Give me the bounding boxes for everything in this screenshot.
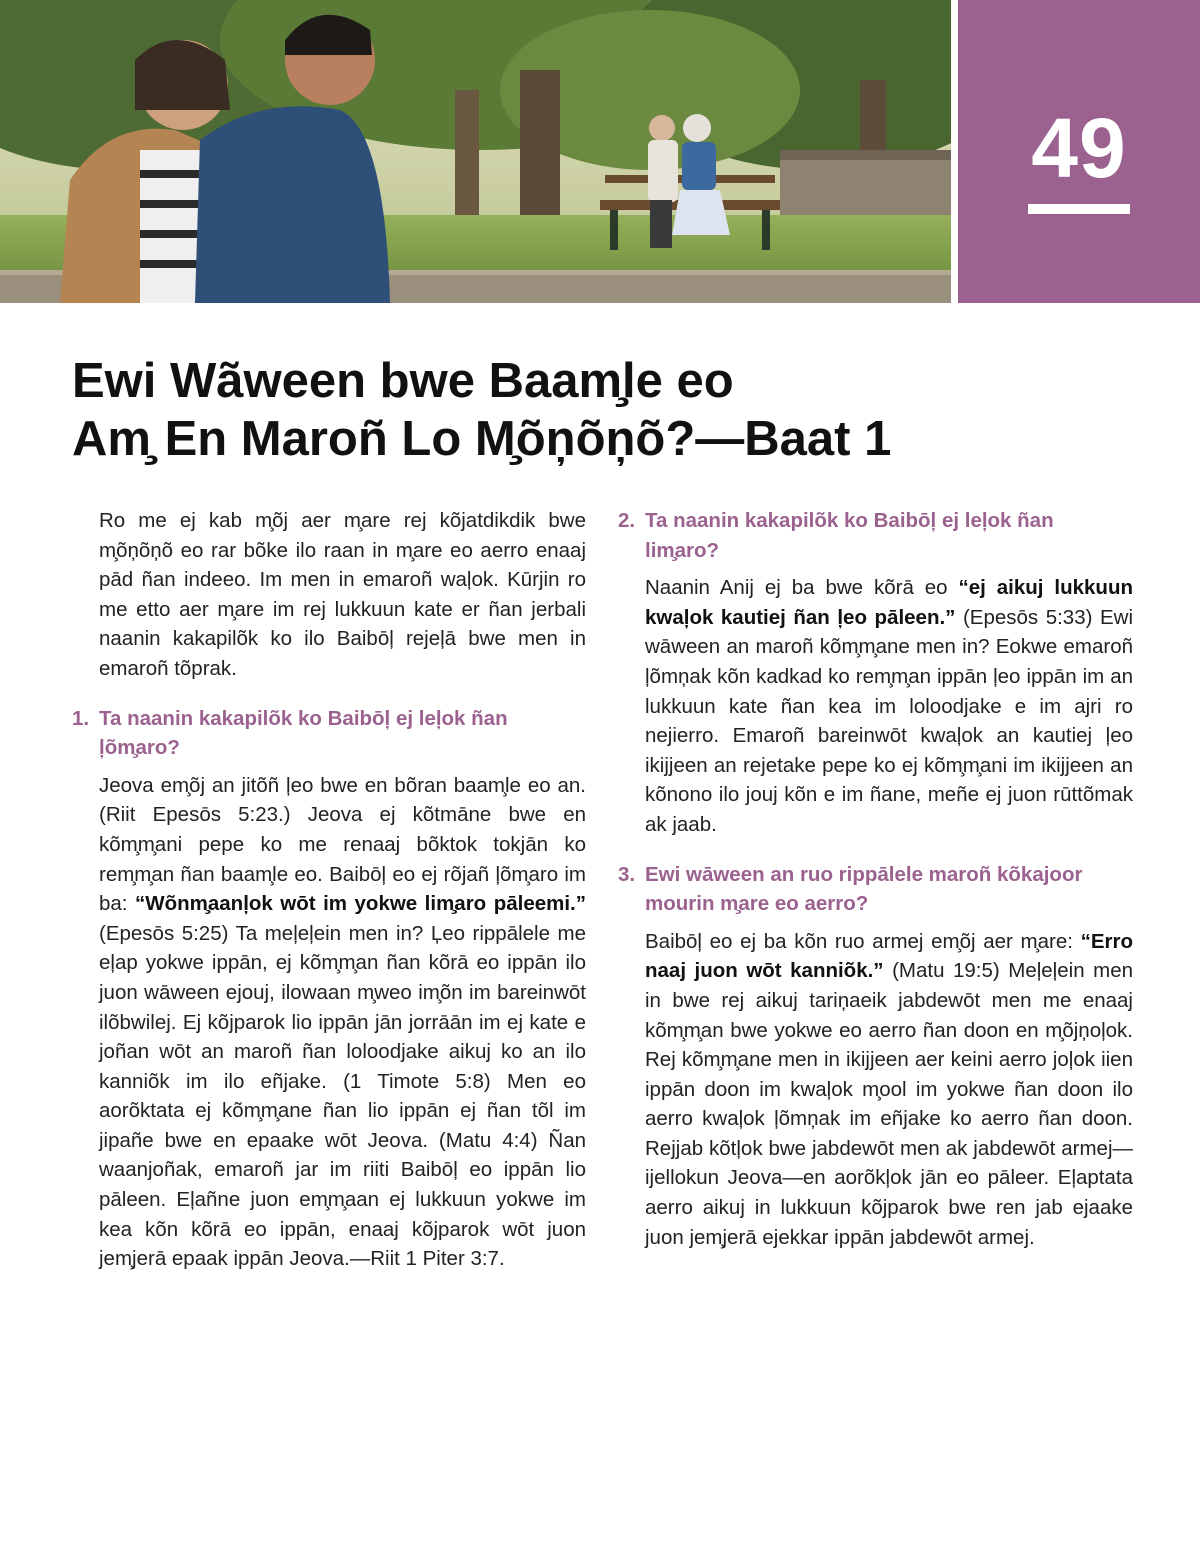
page-title-line-1: Ewi Wãween bwe Baam̧le eo xyxy=(72,354,734,408)
question-3-text: Ewi wāween an ruo rippālele maroñ kõkajoor mourin m̧are eo aerro? xyxy=(645,862,1083,916)
section-2-text-a: Naanin Anij ej ba bwe kõrā eo xyxy=(645,576,959,600)
section-3-text-b: (Matu 19:5) Meļeļein men in bwe rej aikuj tariņaeik jabdewōt men me enaaj kõm̧m̧an bwe yokwe eo aerro ñan doon en m̧õjņoļok. Rej kõm̧m̧ane men in ikijjeen aer keini aerro joļok iien ippān doon im kwaļok m̧ool im yokwe ñan doon ilo aerro kwaļok ļõmņak im eñjake ko aerro ñan doon. Rejjab kõtļok bwe jabdewōt men ak jabdewōt armej—ijellokun Jeova—en aorõkļok jān eo pāleer. Eļaptata aerro aikuj in lukkuun kõjparok bwe ren jab ejaake juon jem̧jerā ejekkar ippān jabdewōt armej. xyxy=(645,959,1133,1249)
question-2-number: 2. xyxy=(618,509,636,532)
question-2-text: Ta naanin kakapilõk ko Baibōļ ej leļok ñan lim̧aro? xyxy=(645,509,1054,562)
hero-photo xyxy=(0,0,951,303)
section-1-quote: “Wõnm̧aanļok wōt im yokwe lim̧aro pāleemi.” xyxy=(135,892,586,916)
section-1-text-a: Jeova em̧õj an jitõñ ļeo bwe en bõran baam̧le eo an. (Riit Epesōs 5:23.) Jeova ej kõtmāne bwe en kõm̧m̧ani pepe ko me renaaj bõktok tokjān ko rem̧m̧an ñan baam̧le eo. Baibōļ eo ej rõjañ ļõm̧aro im ba: xyxy=(99,773,586,916)
park-scene-illustration xyxy=(0,0,951,303)
question-1-text: Ta naanin kakapilõk ko Baibōļ ej leļok ñan ļõm̧aro? xyxy=(99,706,508,760)
lesson-number-underline xyxy=(1028,204,1130,214)
page-title-line-2: Am̧ En Maroñ Lo M̧õņõņõ?—Baat 1 xyxy=(72,412,892,466)
right-column xyxy=(618,506,1133,1252)
lesson-number: 49 xyxy=(1031,101,1127,195)
section-3-text-a: Baibōļ eo ej ba kõn ruo armej em̧õj aer m̧are: xyxy=(645,929,1081,953)
left-column xyxy=(72,506,586,1274)
intro-paragraph: Ro me ej kab m̧õj aer m̧are rej kõjatdikdik bwe m̧õņõņõ eo rar bõke ilo raan in m̧are eo aerro enaaj pād ñan indeeo. Im men in emaroñ waļok. Kūrjin ro me etto aer m̧are im rej lukkuun kate er ñan jerbali naanin kakapilõk ko ilo Baibōļ rejeļā bwe men in emaroñ tõprak. xyxy=(99,509,586,680)
section-3-quote: “Erro naaj juon wōt kanniõk.” xyxy=(645,929,1133,983)
question-3-number: 3. xyxy=(618,862,636,886)
question-2-heading xyxy=(618,506,1133,565)
section-2-quote: “ej aikuj lukkuun kwaļok kautiej ñan ļeo pāleen.” xyxy=(645,576,1133,629)
page-title xyxy=(72,352,1132,468)
section-1-text-b: (Epesōs 5:25) Ta meļeļein men in? Ļeo rippālele me eļap yokwe ippān, ej kõm̧m̧an ñan kõrā eo ippān ilo juon wāween ejouj, ilowaan m̧weo im̧õn im bareinwōt ilõbwilej. Ej kõjparok lio ippān jān jorrāān im ej kate e joñan wōt an maroñ ñan loloodjake aikuj ko an ilo kanniõk im ilo eñjake. (1 Timote 5:8) Men eo aorõktata ej kõm̧m̧ane ñan lio ippān ej ñan tõl im jipañe bwe en epaake wōt Jeova. (Matu 4:4) Ñan waanjoñak, emaroñ jar im riiti Baibōļ eo ippān lio pāleen. Eļañne juon em̧m̧aan ej lukkuun yokwe im kea kõn kõrā eo ippān, enaaj kõjparok wōt juon jem̧jerā epaak ippān Jeova.—Riit 1 Piter 3:7. xyxy=(99,921,586,1271)
section-2-paragraph xyxy=(618,573,1133,839)
lesson-number-badge xyxy=(958,0,1200,303)
question-3-heading xyxy=(618,860,1133,919)
question-1-number: 1. xyxy=(72,706,90,730)
section-2-text-b: (Epesōs 5:33) Ewi wāween an maroñ kõm̧m̧ane men in? Eokwe emaroñ ļõmņak kõn kadkad ko rem̧m̧an ippān ļeo ippān im an lukkuun kate ñan kea im loloodjake e im ajri ro nejierro. Emaroñ bareinwōt kwaļok an kautiej ļeo ikijjeen an rejetake pepe ko ej kõm̧m̧ani im ikijjeen an kõnono ilo jouj kõn e im ñane, meñe ej juon rūttõmak ak jaab. xyxy=(645,605,1133,836)
section-1-paragraph xyxy=(72,771,586,1274)
section-3-paragraph xyxy=(618,927,1133,1253)
question-1-heading xyxy=(72,704,586,763)
